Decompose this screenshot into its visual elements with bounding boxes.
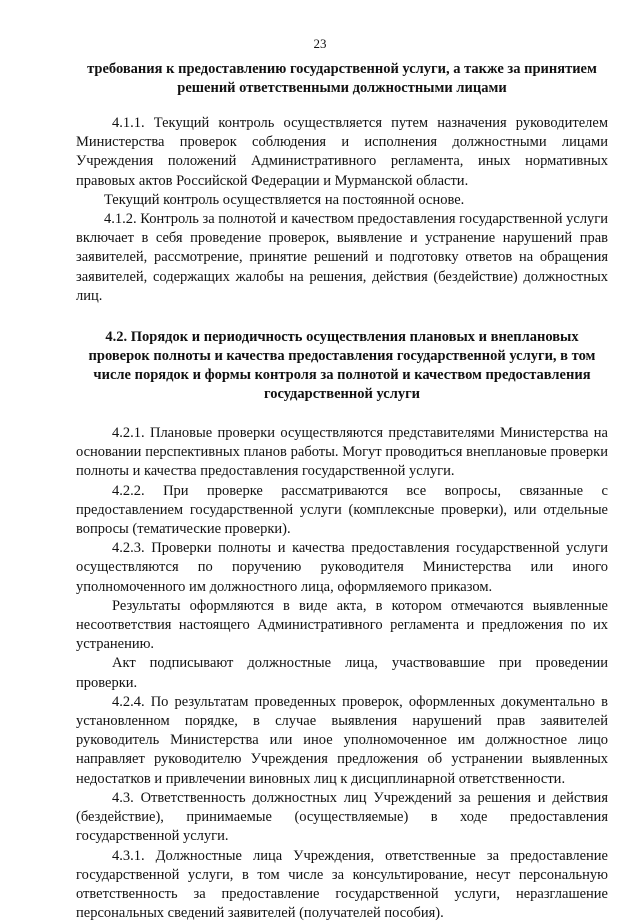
paragraph-4-2-3: 4.2.3. Проверки полноты и качества предоставления государственной услуги осуществляются по поручению руководителя Министерства или иного уполномоченного им должностного лица, оформляемого приказом. [76,539,608,597]
paragraph-current-control: Текущий контроль осуществляется на постоянной основе. [76,191,608,210]
paragraph-4-1-2: 4.1.2. Контроль за полнотой и качеством предоставления государственной услуги включает в себя проведение проверок, выявление и устранение нарушений прав заявителей, рассмотрение, принятие решений и подготовку ответов на обращения заявителей, содержащих жалобы на решения, действия (бездействие) должностных лиц. [76,210,608,306]
section-heading: требования к предоставлению государственной услуги, а также за принятием решений ответственными должностными лицами [76,60,608,98]
paragraph-4-3-1: 4.3.1. Должностные лица Учреждения, ответственные за предоставление государственной услуги, в том числе за консультирование, несут персональную ответственность за предоставление государственной услуги, неразглашение персональных сведений заявителей (получателей пособия). [76,847,608,923]
paragraph-results: Результаты оформляются в виде акта, в котором отмечаются выявленные несоответствия настоящего Административного регламента и предложения по их устранению. [76,597,608,655]
paragraph-4-1-1: 4.1.1. Текущий контроль осуществляется путем назначения руководителем Министерства проверок соблюдения и исполнения должностными лицами Учреждения положений Административного регламента, иных нормативных правовых актов Российской Федерации и Мурманской области. [76,114,608,191]
section-heading-4-2: 4.2. Порядок и периодичность осуществления плановых и внеплановых проверок полноты и качества предоставления государственной услуги, в том числе порядок и формы контроля за полнотой и качеством предоставления государственной услуги [76,328,608,404]
page-number: 23 [0,36,640,52]
page-content [76,60,608,923]
paragraph-4-2-1: 4.2.1. Плановые проверки осуществляются представителями Министерства на основании перспективных планов работы. Могут проводиться внеплановые проверки полноты и качества предоставления государственной услуги. [76,424,608,482]
paragraph-act: Акт подписывают должностные лица, участвовавшие при проведении проверки. [76,654,608,692]
paragraph-4-3: 4.3. Ответственность должностных лиц Учреждений за решения и действия (бездействие), принимаемые (осуществляемые) в ходе предоставления государственной услуги. [76,789,608,847]
paragraph-4-2-4: 4.2.4. По результатам проведенных проверок, оформленных документально в установленном порядке, в случае выявления нарушений прав заявителей руководитель Министерства или иное уполномоченное им должностное лицо направляет руководителю Учреждения предложения об устранении выявленных недостатков и привлечении виновных лиц к дисциплинарной ответственности. [76,693,608,789]
paragraph-4-2-2: 4.2.2. При проверке рассматриваются все вопросы, связанные с предоставлением государственной услуги (комплексные проверки), или отдельные вопросы (тематические проверки). [76,482,608,540]
